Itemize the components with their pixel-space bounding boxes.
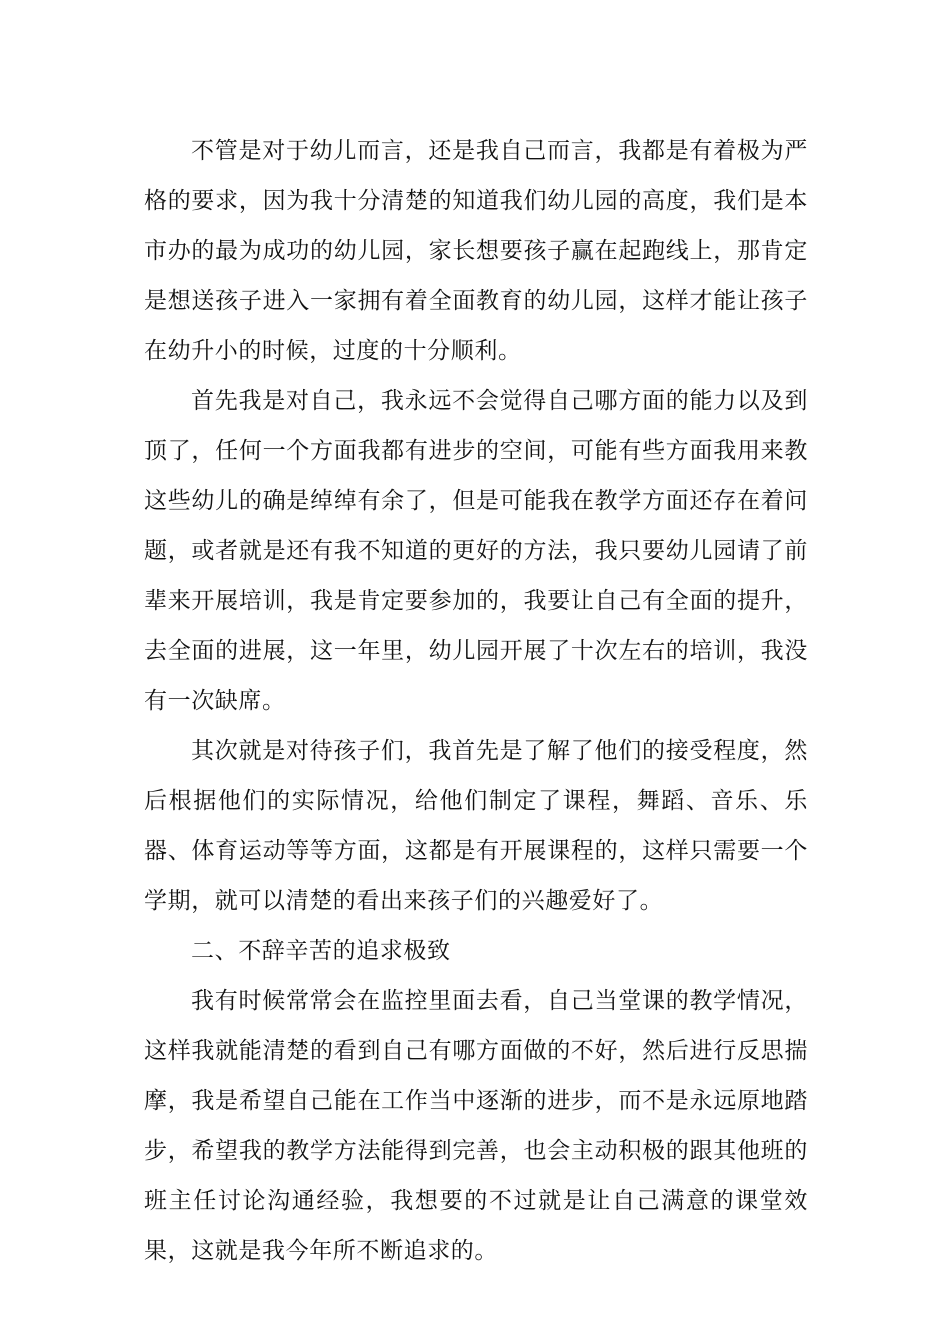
paragraph-4: 我有时候常常会在监控里面去看，自己当堂课的教学情况，这样我就能清楚的看到自己有哪方面做的不好，然后进行反思揣摩，我是希望自己能在工作当中逐渐的进步，而不是永远原地踏步，希望我的教学方法能得到完善，也会主动积极的跟其他班的班主任讨论沟通经验，我想要的不过就是让自己满意的课堂效果，这就是我今年所不断追求的。 <box>144 988 808 1264</box>
paragraph-2: 首先我是对自己，我永远不会觉得自己哪方面的能力以及到顶了，任何一个方面我都有进步的空间，可能有些方面我用来教这些幼儿的确是绰绰有余了，但是可能我在教学方面还存在着问题，或者就是还有我不知道的更好的方法，我只要幼儿园请了前辈来开展培训，我是肯定要参加的，我要让自己有全面的提升，去全面的进展，这一年里，幼儿园开展了十次左右的培训，我没有一次缺席。 <box>144 388 808 714</box>
paragraph-3: 其次就是对待孩子们，我首先是了解了他们的接受程度，然后根据他们的实际情况，给他们制定了课程，舞蹈、音乐、乐器、体育运动等等方面，这都是有开展课程的，这样只需要一个学期，就可以清楚的看出来孩子们的兴趣爱好了。 <box>144 738 808 914</box>
paragraph-1: 不管是对于幼儿而言，还是我自己而言，我都是有着极为严格的要求，因为我十分清楚的知道我们幼儿园的高度，我们是本市办的最为成功的幼儿园，家长想要孩子赢在起跑线上，那肯定是想送孩子进入一家拥有着全面教育的幼儿园，这样才能让孩子在幼升小的时候，过度的十分顺利。 <box>144 138 808 364</box>
section-heading: 二、不辞辛苦的追求极致 <box>191 938 451 964</box>
document-body <box>144 126 808 1276</box>
